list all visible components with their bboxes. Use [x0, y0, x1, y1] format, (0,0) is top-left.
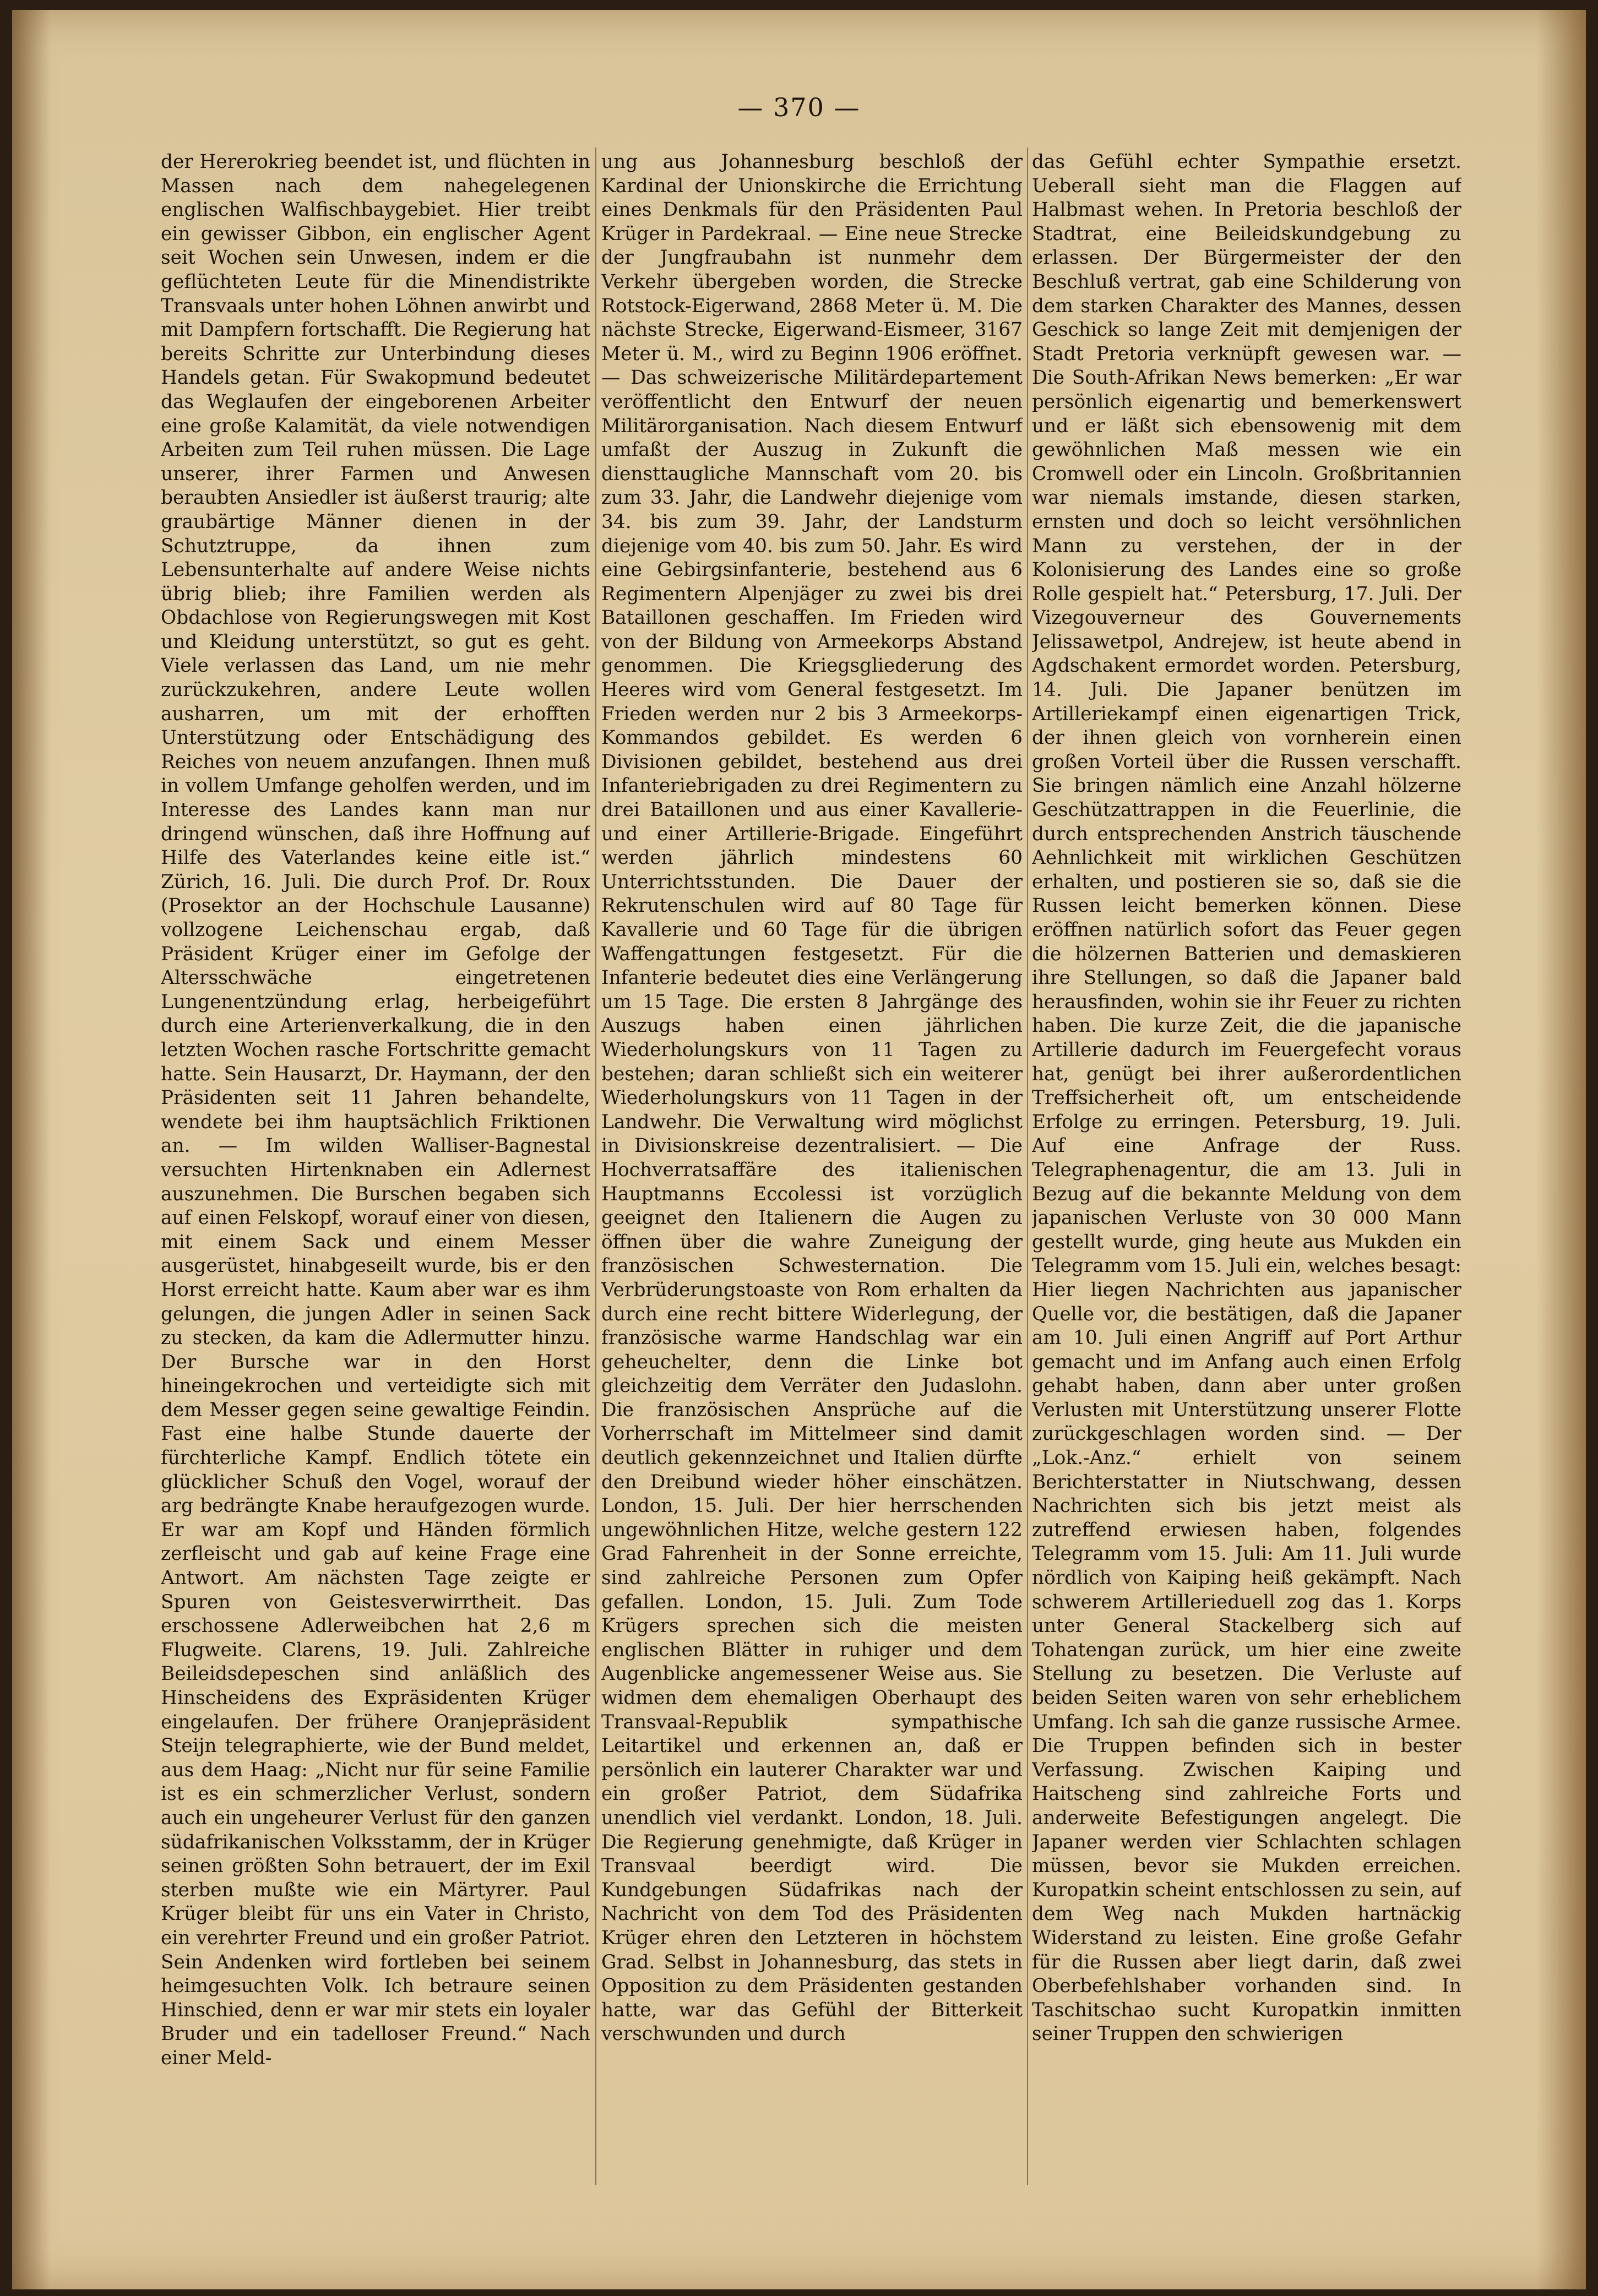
page-edge-shadow-left: [12, 10, 51, 2289]
text-column-right: [1032, 150, 1461, 2188]
column-text: das Gefühl echter Sympathie ersetzt. Ueberall sieht man die Flaggen auf Halbmast wehen. In Pretoria beschloß der Stadtrat, eine Beileidskundgebung zu erlassen. Der Bürgermeister der den Beschluß vertrat, gab eine Schilderung von dem starken Charakter des Mannes, dessen Geschick so lange Zeit mit demjenigen der Stadt Pretoria verknüpft gewesen war. — Die South-Afrikan News bemerken: „Er war persönlich eigenartig und bemerkenswert und er läßt sich ebensowenig mit dem gewöhnlichen Maß messen wie ein Cromwell oder ein Lincoln. Großbritannien war niemals imstande, diesen starken, ernsten und doch so leicht versöhnlichen Mann zu verstehen, der in der Kolonisierung des Landes eine so große Rolle gespielt hat.“ Petersburg, 17. Juli. Der Vizegouverneur des Gouvernements Jelissawetpol, Andrejew, ist heute abend in Agdschakent ermordet worden. Petersburg, 14. Juli. Die Japaner benützen im Artilleriekampf einen eigenartigen Trick, der ihnen gleich von vornherein einen großen Vorteil über die Russen verschafft. Sie bringen nämlich eine Anzahl hölzerne Geschützattrappen in die Feuerlinie, die durch entsprechenden Anstrich täuschende Aehnlichkeit mit wirklichen Geschützen erhalten, und postieren sie so, daß sie die Russen leicht bemerken können. Diese eröffnen natürlich sofort das Feuer gegen die hölzernen Batterien und demaskieren ihre Stellungen, so daß die Japaner bald herausfinden, wohin sie ihr Feuer zu richten haben. Die kurze Zeit, die die japanische Artillerie dadurch im Feuergefecht voraus hat, genügt bei ihrer außerordentlichen Treffsicherheit oft, um entscheidende Erfolge zu erringen. Petersburg, 19. Juli. Auf eine Anfrage der Russ. Telegraphenagentur, die am 13. Juli in Bezug auf die bekannte Meldung von dem japanischen Verluste von 30 000 Mann gestellt wurde, ging heute aus Mukden ein Telegramm vom 15. Juli ein, welches besagt: Hier liegen Nachrichten aus japanischer Quelle vor, die bestätigen, daß die Japaner am 10. Juli einen Angriff auf Port Arthur gemacht und im Anfang auch einen Erfolg gehabt haben, dann aber unter großen Verlusten mit Unterstützung unserer Flotte zurückgeschlagen worden sind. — Der „Lok.-Anz.“ erhielt von seinem Berichterstatter in Niutschwang, dessen Nachrichten sich bis jetzt meist als zutreffend erwiesen haben, folgendes Telegramm vom 15. Juli: Am 11. Juli wurde nördlich von Kaiping heiß gekämpft. Nach schwerem Artillerieduell zog das 1. Korps unter General Stackelberg sich auf Tohatengan zurück, um hier eine zweite Stellung zu besetzen. Die Verluste auf beiden Seiten waren von sehr erheblichem Umfang. Ich sah die ganze russische Armee. Die Truppen befinden sich in bester Verfassung. Zwischen Kaiping und Haitscheng sind zahlreiche Forts und anderweite Befestigungen angelegt. Die Japaner werden vier Schlachten schlagen müssen, bevor sie Mukden erreichen. Kuropatkin scheint entschlossen zu sein, auf dem Weg nach Mukden hartnäckig Widerstand zu leisten. Eine große Gefahr für die Russen aber liegt darin, daß zwei Oberbefehlshaber vorhanden sind. In Taschitschao sucht Kuropatkin inmitten seiner Truppen den schwierigen: [1032, 151, 1461, 2045]
page-edge-shadow-right: [1536, 10, 1586, 2289]
text-column-middle: [601, 150, 1023, 2188]
column-text: der Hererokrieg beendet ist, und flüchten in Massen nach dem nahegelegenen englischen Walfischbaygebiet. Hier treibt ein gewisser Gibbon, ein englischer Agent seit Wochen sein Unwesen, indem er die geflüchteten Leute für die Minendistrikte Transvaals unter hohen Löhnen anwirbt und mit Dampfern fortschafft. Die Regierung hat bereits Schritte zur Unterbindung dieses Handels getan. Für Swakopmund bedeutet das Weglaufen der eingeborenen Arbeiter eine große Kalamität, da viele notwendigen Arbeiten zum Teil ruhen müssen. Die Lage unserer, ihrer Farmen und Anwesen beraubten Ansiedler ist äußerst traurig; alte graubärtige Männer dienen in der Schutztruppe, da ihnen zum Lebensunterhalte auf andere Weise nichts übrig blieb; ihre Familien werden als Obdachlose von Regierungswegen mit Kost und Kleidung unterstützt, so gut es geht. Viele verlassen das Land, um nie mehr zurückzukehren, andere Leute wollen ausharren, um mit der erhofften Unterstützung oder Entschädigung des Reiches von neuem anzufangen. Ihnen muß in vollem Umfange geholfen werden, und im Interesse des Landes kann man nur dringend wünschen, daß ihre Hoffnung auf Hilfe des Vaterlandes keine eitle ist.“ Zürich, 16. Juli. Die durch Prof. Dr. Roux (Prosektor an der Hochschule Lausanne) vollzogene Leichenschau ergab, daß Präsident Krüger einer im Gefolge der Altersschwäche eingetretenen Lungenentzündung erlag, herbeigeführt durch eine Arterienverkalkung, die in den letzten Wochen rasche Fortschritte gemacht hatte. Sein Hausarzt, Dr. Haymann, der den Präsidenten seit 11 Jahren behandelte, wendete bei ihm hauptsächlich Friktionen an. — Im wilden Walliser-Bagnestal versuchten Hirtenknaben ein Adlernest auszunehmen. Die Burschen begaben sich auf einen Felskopf, worauf einer von diesen, mit einem Sack und einem Messer ausgerüstet, hinabgeseilt wurde, bis er den Horst erreicht hatte. Kaum aber war es ihm gelungen, die jungen Adler in seinen Sack zu stecken, da kam die Adlermutter hinzu. Der Bursche war in den Horst hineingekrochen und verteidigte sich mit dem Messer gegen seine gewaltige Feindin. Fast eine halbe Stunde dauerte der fürchterliche Kampf. Endlich tötete ein glücklicher Schuß den Vogel, worauf der arg bedrängte Knabe heraufgezogen wurde. Er war am Kopf und Händen förmlich zerfleischt und gab auf keine Frage eine Antwort. Am nächsten Tage zeigte er Spuren von Geistesverwirrtheit. Das erschossene Adlerweibchen hat 2,6 m Flugweite. Clarens, 19. Juli. Zahlreiche Beileidsdepeschen sind anläßlich des Hinscheidens des Expräsidenten Krüger eingelaufen. Der frühere Oranjepräsident Steijn telegraphierte, wie der Bund meldet, aus dem Haag: „Nicht nur für seine Familie ist es ein schmerzlicher Verlust, sondern auch ein ungeheurer Verlust für den ganzen südafrikanischen Volksstamm, der in Krüger seinen größten Sohn betrauert, der im Exil sterben mußte wie ein Märtyrer. Paul Krüger bleibt für uns ein Vater in Christo, ein verehrter Freund und ein großer Patriot. Sein Andenken wird fortleben bei seinem heimgesuchten Volk. Ich betraure seinen Hinschied, denn er war mir stets ein loyaler Bruder und ein tadelloser Freund.“ Nach einer Meld-: [161, 151, 590, 2069]
column-rule: [595, 148, 596, 2185]
newspaper-page: [12, 10, 1586, 2289]
column-text: ung aus Johannesburg beschloß der Kardinal der Unionskirche die Errichtung eines Denkmals für den Präsidenten Paul Krüger in Pardekraal. — Eine neue Strecke der Jungfraubahn ist nunmehr dem Verkehr übergeben worden, die Strecke Rotstock-Eigerwand, 2868 Meter ü. M. Die nächste Strecke, Eigerwand-Eismeer, 3167 Meter ü. M., wird zu Beginn 1906 eröffnet. — Das schweizerische Militärdepartement veröffentlicht den Entwurf der neuen Militärorganisation. Nach diesem Entwurf umfaßt der Auszug in Zukunft die diensttaugliche Mannschaft vom 20. bis zum 33. Jahr, die Landwehr diejenige vom 34. bis zum 39. Jahr, der Landsturm diejenige vom 40. bis zum 50. Jahr. Es wird eine Gebirgsinfanterie, bestehend aus 6 Regimentern Alpenjäger zu zwei bis drei Bataillonen geschaffen. Im Frieden wird von der Bildung von Armeekorps Abstand genommen. Die Kriegsgliederung des Heeres wird vom General festgesetzt. Im Frieden werden nur 2 bis 3 Armeekorps-Kommandos gebildet. Es werden 6 Divisionen gebildet, bestehend aus drei Infanteriebrigaden zu drei Regimentern zu drei Bataillonen und aus einer Kavallerie- und einer Artillerie-Brigade. Eingeführt werden jährlich mindestens 60 Unterrichtsstunden. Die Dauer der Rekrutenschulen wird auf 80 Tage für Kavallerie und 60 Tage für die übrigen Waffengattungen festgesetzt. Für die Infanterie bedeutet dies eine Verlängerung um 15 Tage. Die ersten 8 Jahrgänge des Auszugs haben einen jährlichen Wiederholungskurs von 11 Tagen zu bestehen; daran schließt sich ein weiterer Wiederholungskurs von 11 Tagen in der Landwehr. Die Verwaltung wird möglichst in Divisionskreise dezentralisiert. — Die Hochverratsaffäre des italienischen Hauptmanns Eccolessi ist vorzüglich geeignet den Italienern die Augen zu öffnen über die wahre Zuneigung der französischen Schwesternation. Die Verbrüderungstoaste von Rom erhalten da durch eine recht bittere Widerlegung, der französische warme Handschlag war ein geheuchelter, denn die Linke bot gleichzeitig dem Verräter den Judaslohn. Die französischen Ansprüche auf die Vorherrschaft im Mittelmeer sind damit deutlich gekennzeichnet und Italien dürfte den Dreibund wieder höher einschätzen. London, 15. Juli. Der hier herrschenden ungewöhnlichen Hitze, welche gestern 122 Grad Fahrenheit in der Sonne erreichte, sind zahlreiche Personen zum Opfer gefallen. London, 15. Juli. Zum Tode Krügers sprechen sich die meisten englischen Blätter in ruhiger und dem Augenblicke angemessener Weise aus. Sie widmen dem ehemaligen Oberhaupt des Transvaal-Republik sympathische Leitartikel und erkennen an, daß er persönlich ein lauterer Charakter war und ein großer Patriot, dem Südafrika unendlich viel verdankt. London, 18. Juli. Die Regierung genehmigte, daß Krüger in Transvaal beerdigt wird. Die Kundgebungen Südafrikas nach der Nachricht von dem Tod des Präsidenten Krüger ehren den Letzteren in höchstem Grad. Selbst in Johannesburg, das stets in Opposition zu dem Präsidenten gestanden hatte, war das Gefühl der Bitterkeit verschwunden und durch: [601, 151, 1023, 2045]
text-column-left: [161, 150, 590, 2188]
page-number: — 370 —: [737, 93, 861, 122]
column-rule: [1027, 148, 1028, 2185]
